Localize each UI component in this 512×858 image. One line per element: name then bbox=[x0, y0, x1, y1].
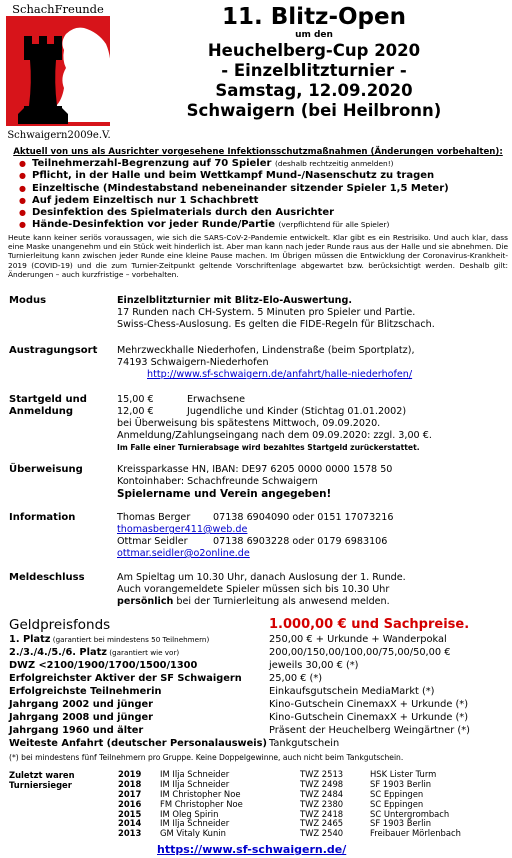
winner-year: 2018 bbox=[118, 778, 142, 789]
winner-club: SC Eppingen bbox=[370, 798, 424, 809]
prize-value: Kino-Gutschein CinemaxX + Urkunde (*) bbox=[269, 712, 469, 723]
information-label: Information bbox=[9, 512, 76, 523]
fee-desc: Erwachsene bbox=[187, 394, 245, 405]
winner-club: SC Untergrombach bbox=[370, 808, 450, 819]
prize-place bbox=[9, 647, 179, 659]
logo-bottom-text: Schwaigern2009e.V. bbox=[7, 130, 111, 141]
rule-text: Desinfektion des Spielmaterials durch den Ausrichter bbox=[32, 207, 335, 219]
winners-label-line: Zuletzt waren bbox=[9, 770, 75, 780]
deadline-line: Auch vorangemeldete Spieler müssen sich bis 10.30 Uhr bbox=[117, 584, 390, 595]
prize-place-note: (garantiert bei mindestens 50 Teilnehmern) bbox=[50, 635, 210, 644]
fees-value bbox=[117, 394, 507, 454]
prize-place: Jahrgang 1960 und älter bbox=[9, 725, 144, 736]
fee-amount: 12,00 € bbox=[117, 406, 154, 417]
list-item bbox=[32, 219, 508, 231]
winner-year: 2016 bbox=[118, 798, 142, 809]
winner-rating: TWZ 2513 bbox=[300, 769, 344, 779]
winner-club: HSK Lister Turm bbox=[370, 769, 437, 779]
modus-label: Modus bbox=[9, 295, 47, 306]
prize-value: 200,00/150,00/100,00/75,00/50,00 € bbox=[269, 647, 451, 658]
venue-label: Austragungsort bbox=[9, 345, 98, 356]
winner-name: IM Christopher Noe bbox=[160, 788, 241, 799]
modus-value bbox=[117, 295, 507, 331]
rule-text: Einzeltische (Mindestabstand nebeneinander sitzender Spieler 1,5 Meter) bbox=[32, 182, 449, 194]
venue-line: Mehrzweckhalle Niederhofen, Lindenstraße (beim Sportplatz), bbox=[117, 345, 415, 356]
transfer-line: Kontoinhaber: Schachfreunde Schwaigern bbox=[117, 476, 318, 487]
rule-text: Hände-Desinfektion vor jeder Runde/Partie bbox=[32, 219, 275, 231]
venue-directions-link[interactable]: http://www.sf-schwaigern.de/anfahrt/halle-niederhofen/ bbox=[147, 369, 413, 380]
winner-year: 2017 bbox=[118, 788, 142, 799]
winner-year: 2013 bbox=[118, 828, 142, 839]
prize-value: Präsent der Heuchelberg Weingärtner (*) bbox=[269, 725, 470, 736]
event-cup-name: Heuchelberg-Cup 2020 bbox=[207, 41, 421, 60]
information-value bbox=[117, 512, 507, 560]
rule-note: (deshalb rechtzeitig anmelden!) bbox=[274, 159, 394, 168]
deadline-emphasis: persönlich bbox=[117, 596, 174, 607]
list-item bbox=[32, 183, 508, 195]
prize-place: DWZ <2100/1900/1700/1500/1300 bbox=[9, 660, 198, 671]
prize-value: Tankgutschein bbox=[269, 738, 340, 749]
transfer-line: Spielername und Verein angegeben! bbox=[117, 488, 332, 500]
title-block bbox=[120, 4, 508, 121]
winner-name: FM Christopher Noe bbox=[160, 798, 243, 809]
club-logo-graphic bbox=[2, 2, 114, 142]
rule-text: Teilnehmerzahl-Begrenzung auf 70 Spieler bbox=[32, 158, 272, 169]
prize-value: Kino-Gutschein CinemaxX + Urkunde (*) bbox=[269, 699, 469, 710]
contact-name: Ottmar Seidler bbox=[117, 536, 188, 547]
fees-line: Anmeldung/Zahlungseingang nach dem 09.09.2020: zzgl. 3,00 €. bbox=[117, 430, 432, 441]
infection-heading: Aktuell von uns als Ausrichter vorgesehene Infektionsschutzmaßnahmen (Änderungen vorbehalten): bbox=[13, 147, 503, 157]
fees-refund-note: Im Falle einer Turnierabsage wird bezahltes Startgeld zurückerstattet. bbox=[117, 443, 420, 452]
prize-place bbox=[9, 634, 209, 646]
prize-place: Jahrgang 2002 und jünger bbox=[9, 699, 153, 710]
logo-top-text: SchachFreunde bbox=[12, 2, 104, 16]
fees-label-line: Anmeldung bbox=[9, 406, 74, 417]
prize-fund-total: 1.000,00 € und Sachpreise. bbox=[269, 617, 470, 632]
winner-club: Freibauer Mörlenbach bbox=[370, 828, 461, 839]
prize-footnote: (*) bei mindestens fünf Teilnehmern pro Gruppe. Keine Doppelgewinne, auch nicht beim Tankgutschein. bbox=[9, 753, 404, 762]
list-item bbox=[32, 207, 508, 219]
transfer-label: Überweisung bbox=[9, 464, 83, 475]
fees-label bbox=[9, 394, 87, 418]
winner-year: 2015 bbox=[118, 808, 142, 819]
winner-club: SF 1903 Berlin bbox=[370, 818, 432, 829]
modus-line: 17 Runden nach CH-System. 5 Minuten pro Spieler und Partie. bbox=[117, 307, 416, 318]
deadline-line bbox=[117, 596, 507, 608]
winner-rating: TWZ 2418 bbox=[300, 808, 344, 819]
fee-row bbox=[117, 406, 507, 418]
prize-place: Jahrgang 2008 und jünger bbox=[9, 712, 153, 723]
event-type: - Einzelblitzturnier - bbox=[221, 61, 407, 80]
contact-line bbox=[117, 536, 507, 548]
winner-rating: TWZ 2465 bbox=[300, 818, 344, 829]
contact-name: Thomas Berger bbox=[117, 512, 191, 523]
website-link[interactable]: https://www.sf-schwaigern.de/ bbox=[157, 843, 347, 856]
winners-label-line: Turniersieger bbox=[9, 780, 72, 791]
event-subtitle-small: um den bbox=[295, 30, 333, 40]
list-item bbox=[32, 158, 508, 170]
prize-place-text: 1. Platz bbox=[9, 634, 51, 645]
modus-line: Swiss-Chess-Auslosung. Es gelten die FIDE-Regeln für Blitzschach. bbox=[117, 319, 435, 330]
prize-place: Erfolgreichster Aktiver der SF Schwaigern bbox=[9, 673, 242, 684]
winner-name: IM Ilja Schneider bbox=[160, 778, 230, 789]
deadline-label: Meldeschluss bbox=[9, 572, 85, 583]
prize-place: Erfolgreichste Teilnehmerin bbox=[9, 686, 162, 697]
contact-phone: 07138 6903228 oder 0179 6983106 bbox=[213, 536, 388, 547]
prize-value: 250,00 € + Urkunde + Wanderpokal bbox=[269, 634, 447, 645]
winner-club: SF 1903 Berlin bbox=[370, 778, 432, 789]
list-item bbox=[32, 170, 508, 182]
infection-paragraph: Heute kann keiner seriös voraussagen, wie sich die SARS-CoV-2-Pandemie entwickelt. Klar gibt es ein Restrisiko. Und auch klar, dass eine Maske unangenehm und ein Stück weit hinderlich ist. Aber man kann nach jeder Runde raus aus der Halle und sie abnehmen. Die Turnierleitung kann zwischen jeder Runde eine kleine Pause machen. Im Übrigen müssen die Entwicklung der Coronavirus-Krankheit-2019 (COVID-19) und die zum Turnier-Zeitpunkt geltende Vorschriftenlage abgewartet bzw. berücksichtigt werden. Deshalb gilt: Änderungen – auch kurzfristige – vorbehalten. bbox=[8, 232, 508, 279]
winner-rating: TWZ 2540 bbox=[300, 828, 344, 839]
prize-place-note: (garantiert wie vor) bbox=[106, 648, 180, 657]
rule-note: (verpflichtend für alle Spieler) bbox=[278, 220, 390, 230]
event-location: Schwaigern (bei Heilbronn) bbox=[186, 101, 442, 120]
contact-email-link[interactable]: ottmar.seidler@o2online.de bbox=[117, 548, 250, 559]
winner-rating: TWZ 2380 bbox=[300, 798, 344, 809]
fees-label-line: Startgeld und bbox=[9, 394, 87, 405]
venue-value bbox=[117, 345, 507, 381]
list-item bbox=[32, 195, 508, 207]
rule-text: Auf jedem Einzeltisch nur 1 Schachbrett bbox=[32, 194, 259, 206]
fee-amount: 15,00 € bbox=[117, 394, 154, 405]
event-title: 11. Blitz-Open bbox=[222, 4, 406, 30]
winners-label bbox=[9, 770, 75, 791]
contact-line bbox=[117, 512, 507, 524]
winner-name: GM Vitaly Kunin bbox=[160, 828, 226, 839]
infection-rules-list bbox=[8, 158, 508, 232]
rule-text: Pflicht, in der Halle und beim Wettkampf Mund-/Nasenschutz zu tragen bbox=[32, 170, 435, 182]
fee-row bbox=[117, 394, 507, 406]
prize-fund-title: Geldpreisfonds bbox=[9, 617, 111, 633]
winner-club: SC Eppingen bbox=[370, 788, 424, 799]
event-date: Samstag, 12.09.2020 bbox=[215, 81, 413, 100]
contact-email-link[interactable]: thomasberger411@web.de bbox=[117, 524, 248, 535]
deadline-rest: bei der Turnierleitung als anwesend melden. bbox=[173, 596, 390, 607]
deadline-line: Am Spieltag um 10.30 Uhr, danach Auslosung der 1. Runde. bbox=[117, 572, 406, 583]
infection-protection-section bbox=[8, 147, 508, 279]
winner-name: IM Ilja Schneider bbox=[160, 769, 230, 779]
modus-line: Einzelblitzturnier mit Blitz-Elo-Auswertung. bbox=[117, 295, 353, 306]
prize-value: 25,00 € (*) bbox=[269, 673, 323, 684]
prize-value: Einkaufsgutschein MediaMarkt (*) bbox=[269, 686, 435, 697]
prize-place-text: 2./3./4./5./6. Platz bbox=[9, 647, 107, 658]
contact-phone: 07138 6904090 oder 0151 17073216 bbox=[213, 512, 394, 523]
fee-desc: Jugendliche und Kinder (Stichtag 01.01.2002) bbox=[187, 406, 407, 417]
venue-line: 74193 Schwaigern-Niederhofen bbox=[117, 357, 269, 368]
prize-value: jeweils 30,00 € (*) bbox=[269, 660, 359, 671]
winner-year: 2014 bbox=[118, 818, 142, 829]
winner-year: 2019 bbox=[118, 769, 142, 779]
prize-place: Weiteste Anfahrt (deutscher Personalausweis) bbox=[9, 738, 267, 749]
fees-line: bei Überweisung bis spätestens Mittwoch, 09.09.2020. bbox=[117, 418, 381, 429]
winner-rating: TWZ 2484 bbox=[300, 788, 344, 799]
winner-rating: TWZ 2498 bbox=[300, 778, 344, 789]
knight-piece-icon bbox=[56, 28, 111, 122]
winner-name: IM Oleg Spirin bbox=[160, 808, 219, 819]
winner-name: IM Ilja Schneider bbox=[160, 818, 230, 829]
transfer-line: Kreissparkasse HN, IBAN: DE97 6205 0000 0000 1578 50 bbox=[117, 464, 393, 475]
club-logo bbox=[2, 2, 114, 142]
deadline-value bbox=[117, 572, 507, 608]
transfer-value bbox=[117, 464, 507, 500]
